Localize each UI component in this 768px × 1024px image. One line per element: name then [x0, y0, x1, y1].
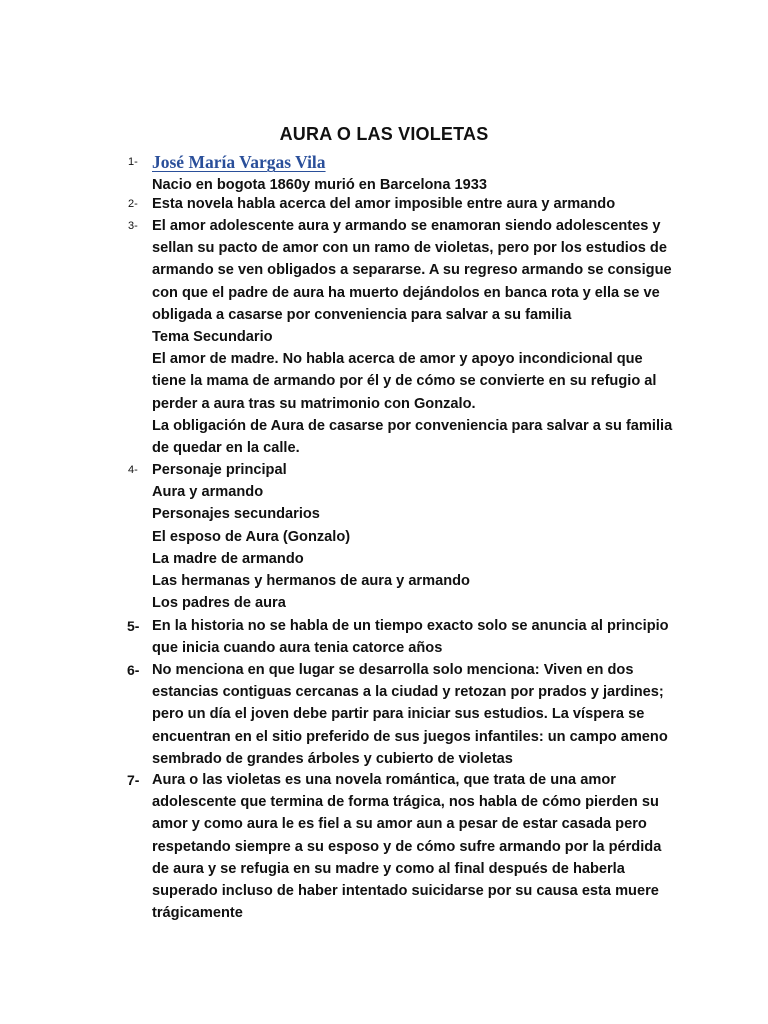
text-line: respetando siempre a su esposo y de cómo sufre armando por la pérdida [152, 838, 662, 855]
text-line: Nacio en bogota 1860y murió en Barcelona 1933 [152, 177, 487, 193]
text-line: Las hermanas y hermanos de aura y armando [152, 573, 470, 590]
text-line: superado incluso de haber intentado suicidarse por su causa esta muere [152, 883, 659, 900]
text-line: La madre de armando [152, 550, 304, 567]
item-number: 3- [128, 220, 138, 232]
text-line: Aura y armando [152, 484, 264, 501]
text-line: Personaje principal [152, 462, 287, 478]
text-line: El amor adolescente aura y armando se enamoran siendo adolescentes y [152, 218, 661, 234]
item-number: 5- [127, 618, 140, 634]
text-line: trágicamente [152, 905, 243, 922]
text-line: tiene la mama de armando por él y de cómo se convierte en su refugio al [152, 373, 657, 390]
text-line: No menciona en que lugar se desarrolla solo menciona: Viven en dos [152, 662, 634, 678]
text-line: La obligación de Aura de casarse por conveniencia para salvar a su familia [152, 417, 673, 434]
item-number: 7- [127, 772, 140, 788]
text-line: de quedar en la calle. [152, 440, 300, 457]
text-line: de aura y se refugia en su madre y como al final después de haberla [152, 860, 625, 877]
text-line: sembrado de grandes árboles y cubierto de violetas [152, 750, 513, 767]
text-line: amor y como aura le es fiel a su amor aun a pesar de estar casada pero [152, 816, 647, 833]
author-name: José María Vargas Vila [152, 152, 326, 172]
text-line: adolescente que termina de forma trágica, nos habla de cómo pierden su [152, 794, 659, 811]
item-number: 2- [128, 198, 138, 210]
text-line: obligada a casarse por conveniencia para salvar a su familia [152, 306, 572, 323]
text-line: pero un día el joven debe partir para iniciar sus estudios. La víspera se [152, 706, 645, 723]
text-line: que inicia cuando aura tenia catorce años [152, 640, 443, 657]
text-line: con que el padre de aura ha muerto dejándolos en banca rota y ella se ve [152, 284, 660, 301]
item-number: 4- [128, 464, 138, 476]
text-line: estancias contiguas cercanas a la ciudad y retozan por prados y jardines; [152, 684, 664, 701]
text-line: perder a aura tras su matrimonio con Gonzalo. [152, 395, 476, 412]
text-line: Personajes secundarios [152, 506, 320, 523]
text-line: El esposo de Aura (Gonzalo) [152, 528, 351, 545]
item-number: 6- [127, 662, 140, 678]
text-line: encuentran en el sitio preferido de sus juegos infantiles: un campo ameno [152, 728, 668, 745]
text-line: Aura o las violetas es una novela romántica, que trata de una amor [152, 772, 616, 788]
text-line: armando se ven obligados a separarse. A su regreso armando se consigue [152, 262, 672, 279]
text-line: Esta novela habla acerca del amor imposible entre aura y armando [152, 196, 616, 212]
text-line: Tema Secundario [152, 329, 273, 346]
text-line: Los padres de aura [152, 595, 286, 612]
item-number: 1- [128, 156, 138, 168]
text-line: El amor de madre. No habla acerca de amor y apoyo incondicional que [152, 351, 643, 368]
text-line: sellan su pacto de amor con un ramo de violetas, pero por los estudios de [152, 240, 667, 257]
document-title: AURA O LAS VIOLETAS [279, 124, 489, 144]
text-line: En la historia no se habla de un tiempo exacto solo se anuncia al principio [152, 618, 669, 634]
